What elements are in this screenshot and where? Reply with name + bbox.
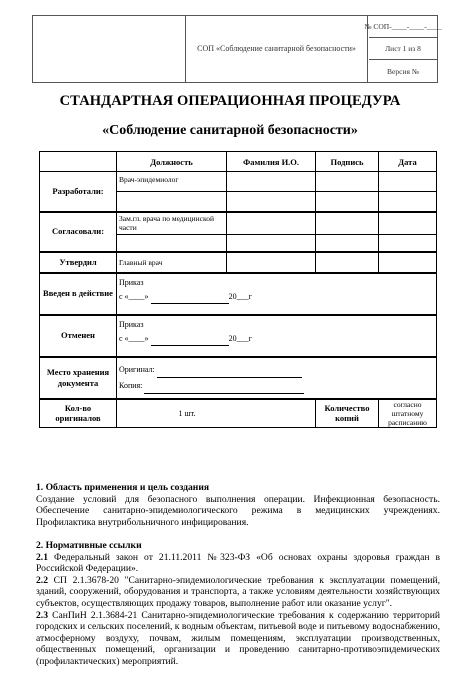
agreed-label: Согласовали: [40,212,117,252]
col-name: Фамилия И.О. [227,152,316,172]
reference-1: 2.1 Федеральный закон от 21.11.2011 №323-ФЗ «Об основах охраны здоровья граждан в Российской Федерации». [36,551,441,575]
sop-number: № СОП-____-____-____ [369,16,437,38]
developed-label: Разработали: [40,172,117,212]
document-title: СТАНДАРТНАЯ ОПЕРАЦИОННАЯ ПРОЦЕДУРА [59,93,401,109]
col-signature: Подпись [316,152,379,172]
originals-count-label: Кол-во оригиналов [40,399,117,428]
reference-3: 2.3 СанПиН 2.1.3684-21 Санитарно-эпидемиологические требования к содержанию территорий городских и сельских поселений, к водным объектам, питьевой воде и питьевому водоснабжению, атмосферному воздуху, почвам, жилым помещениям, эксплуатации производственных, общественных помещений, организации и проведению санитарно-противоэпидемических (профилактических) мероприятий. [36,609,440,667]
section-2-title: 2. Нормативные ссылки [36,540,142,551]
sheet-number: Лист 1 из 8 [369,38,437,60]
section-1 [36,482,440,528]
sop-meta [364,16,442,82]
document-subtitle: «Соблюдение санитарной безопасности» [102,123,358,138]
agreed-position: Зам.гл. врача по медицинской части [117,212,227,235]
logo-cell [33,16,186,82]
cancelled-label: Отменен [40,315,117,357]
introduced-label: Введен в действие [40,273,117,315]
version-number: Версия № [387,66,419,76]
col-position: Должность [117,152,227,172]
reference-2: 2.2 СП 2.1.3678-20 "Санитарно-эпидемиологические требования к эксплуатации помещений, зданий, сооружений, оборудования и транспорта, а также условиям деятельности хозяйствующих субъектов, осуществляющих продажу товаров, выполнение работ или оказание услуг". [36,574,440,609]
cancelled-order: Приказ с «____» 20___г [117,315,437,357]
col-date: Дата [379,152,437,172]
copies-count-label: Количество копий [316,399,379,428]
storage-cell: Оригинал: Копия: [117,357,437,399]
developed-position: Врач-эпидемиолог [117,172,227,192]
introduced-order: Приказ с «____» 20___г [117,273,437,315]
approved-position: Главный врач [117,252,227,273]
storage-label: Место хранения документа [40,357,117,399]
approved-label: Утвердил [40,252,117,273]
sop-name: СОП «Соблюдение санитарной безопасности» [186,16,368,82]
section-1-text: Создание условий для безопасного выполнения операции. Инфекционная безопасность. Обеспечение санитарно-эпидемиологического режима в медицинских учреждениях. Профилактика внутрибольничного инфицирования. [36,493,440,528]
originals-count-value: 1 шт. [117,399,316,428]
table-corner [40,152,117,172]
section-2 [36,540,440,668]
copies-count-value: согласно штатному расписанию [379,399,437,428]
section-1-title: 1. Область применения и цель создания [36,482,210,493]
approval-table [39,151,437,428]
document-header [32,15,442,83]
